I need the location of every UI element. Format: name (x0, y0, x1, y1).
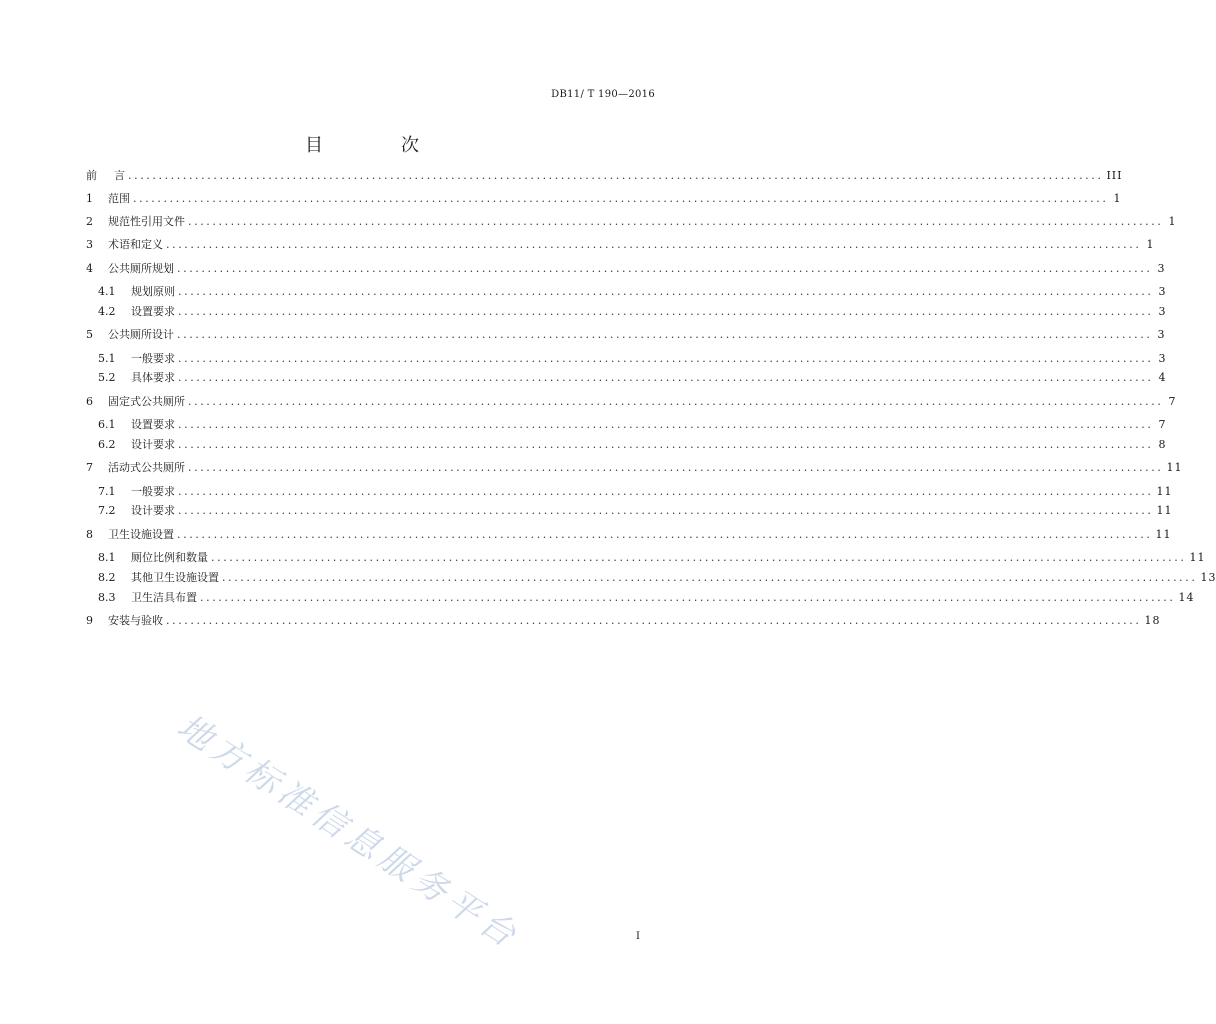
toc-entry-page: 14 (1178, 591, 1195, 604)
toc-entry[interactable] (86, 613, 1161, 628)
toc-entry-page: 3 (1157, 262, 1166, 275)
toc-entry-page: 3 (1158, 305, 1167, 318)
toc-leader-dots: ................................................................................................................................................................ (178, 371, 1154, 384)
toc-entry-number: 7 (86, 461, 93, 474)
toc-entry[interactable] (86, 168, 1123, 183)
page-title: 目 次 (305, 135, 449, 156)
toc-entry-label: 安装与验收 (108, 614, 163, 627)
toc-leader-dots: ................................................................................................................................................................ (166, 614, 1142, 627)
toc-entry-number: 2 (86, 215, 93, 228)
toc-leader-dots: ................................................................................................................................................................ (133, 192, 1109, 205)
toc-entry-label: 设计要求 (131, 438, 175, 451)
toc-entry-page: 1 (1113, 192, 1122, 205)
toc-leader-dots: ................................................................................................................................................................ (177, 528, 1153, 541)
toc-entry[interactable] (98, 503, 1173, 518)
toc-entry-page: 3 (1158, 285, 1167, 298)
toc-entry-page: 11 (1166, 461, 1183, 474)
toc-entry-number: 4.2 (98, 305, 116, 318)
toc-entry[interactable] (86, 237, 1155, 252)
toc-entry-page: 11 (1156, 485, 1173, 498)
toc-entry[interactable] (86, 527, 1172, 542)
toc-entry-page: 7 (1158, 418, 1167, 431)
toc-entry-number: 8 (86, 528, 93, 541)
toc-entry-number: 6.2 (98, 438, 116, 451)
toc-entry[interactable] (98, 304, 1167, 319)
toc-entry-number: 1 (86, 192, 93, 205)
toc-leader-dots: ................................................................................................................................................................ (222, 571, 1198, 584)
toc-entry-number: 6 (86, 395, 93, 408)
toc-leader-dots: ................................................................................................................................................................ (178, 418, 1154, 431)
toc-entry[interactable] (98, 550, 1206, 565)
toc-entry-label: 厕位比例和数量 (131, 551, 208, 564)
toc-entry-label: 术语和定义 (108, 238, 163, 251)
toc-entry-number: 7.2 (98, 504, 116, 517)
toc-leader-dots: ................................................................................................................................................................ (178, 504, 1154, 517)
toc-entry-page: 3 (1158, 352, 1167, 365)
toc-leader-dots: ................................................................................................................................................................ (188, 215, 1164, 228)
toc-entry-number: 5.2 (98, 371, 116, 384)
toc-entry-page: 4 (1158, 371, 1167, 384)
toc-entry-label: 具体要求 (131, 371, 175, 384)
toc-entry-page: 1 (1146, 238, 1155, 251)
toc-entry-number: 4 (86, 262, 93, 275)
toc-leader-dots: ................................................................................................................................................................ (166, 238, 1142, 251)
toc-entry[interactable] (98, 437, 1167, 452)
toc-entry-label: 卫生洁具布置 (131, 591, 197, 604)
toc-leader-dots: ................................................................................................................................................................ (178, 438, 1154, 451)
toc-entry-number: 5.1 (98, 352, 116, 365)
toc-entry-label: 规划原则 (131, 285, 175, 298)
toc-entry-label: 卫生设施设置 (108, 528, 174, 541)
toc-entry-number: 5 (86, 328, 93, 341)
toc-leader-dots: ................................................................................................................................................................ (188, 461, 1164, 474)
toc-entry[interactable] (86, 327, 1166, 342)
toc-entry-page: 13 (1200, 571, 1216, 584)
toc-entry-number: 3 (86, 238, 93, 251)
toc-entry-number: 8.2 (98, 571, 116, 584)
toc-entry-page: 3 (1157, 328, 1166, 341)
toc-leader-dots: ................................................................................................................................................................ (178, 485, 1154, 498)
toc-entry[interactable] (98, 370, 1167, 385)
toc-entry-label: 规范性引用文件 (108, 215, 185, 228)
toc-leader-dots: ................................................................................................................................................................ (128, 169, 1104, 182)
toc-leader-dots: ................................................................................................................................................................ (211, 551, 1187, 564)
toc-entry-label: 设置要求 (131, 305, 175, 318)
toc-entry[interactable] (86, 394, 1177, 409)
page-number: I (636, 931, 640, 942)
toc-entry-page: III (1106, 169, 1123, 182)
toc-entry-page: 11 (1156, 504, 1173, 517)
toc-entry-page: 7 (1168, 395, 1177, 408)
toc-entry[interactable] (98, 351, 1167, 366)
toc-entry-label: 一般要求 (131, 485, 175, 498)
toc-leader-dots: ................................................................................................................................................................ (178, 285, 1154, 298)
toc-entry-label: 设置要求 (131, 418, 175, 431)
toc-leader-dots: ................................................................................................................................................................ (178, 352, 1154, 365)
toc-entry-number: 前 (86, 169, 97, 182)
toc-entry-page: 11 (1189, 551, 1206, 564)
toc-entry[interactable] (86, 214, 1177, 229)
toc-entry-number: 6.1 (98, 418, 116, 431)
toc-entry-label: 其他卫生设施设置 (131, 571, 219, 584)
toc-entry-label: 活动式公共厕所 (108, 461, 185, 474)
toc-entry-label: 公共厕所设计 (108, 328, 174, 341)
toc-entry-page: 11 (1155, 528, 1172, 541)
toc-entry-label: 范围 (108, 192, 130, 205)
toc-entry-label: 设计要求 (131, 504, 175, 517)
toc-entry-page: 8 (1158, 438, 1167, 451)
toc-entry-label: 一般要求 (131, 352, 175, 365)
toc-entry[interactable] (86, 261, 1166, 276)
toc-leader-dots: ................................................................................................................................................................ (177, 262, 1153, 275)
toc-entry[interactable] (98, 590, 1195, 605)
toc-entry-page: 1 (1168, 215, 1177, 228)
toc-entry-number: 8.1 (98, 551, 116, 564)
toc-entry[interactable] (86, 191, 1122, 206)
toc-entry-number: 7.1 (98, 485, 116, 498)
toc-leader-dots: ................................................................................................................................................................ (178, 305, 1154, 318)
toc-entry[interactable] (98, 284, 1167, 299)
toc-entry[interactable] (98, 484, 1173, 499)
toc-entry-label: 公共厕所规划 (108, 262, 174, 275)
toc-entry-number: 9 (86, 614, 93, 627)
toc-leader-dots: ................................................................................................................................................................ (188, 395, 1164, 408)
toc-leader-dots: ................................................................................................................................................................ (200, 591, 1176, 604)
toc-entry[interactable] (98, 570, 1216, 585)
toc-entry-number: 4.1 (98, 285, 116, 298)
toc-entry[interactable] (86, 460, 1183, 475)
standard-code-header: DB11/ T 190—2016 (551, 89, 655, 100)
watermark-text: 地方标准信息服务平台 (169, 706, 528, 959)
toc-entry[interactable] (98, 417, 1167, 432)
toc-leader-dots: ................................................................................................................................................................ (177, 328, 1153, 341)
toc-entry-label: 固定式公共厕所 (108, 395, 185, 408)
toc-entry-page: 18 (1144, 614, 1161, 627)
toc-entry-number: 8.3 (98, 591, 116, 604)
toc-entry-label: 言 (114, 169, 125, 182)
